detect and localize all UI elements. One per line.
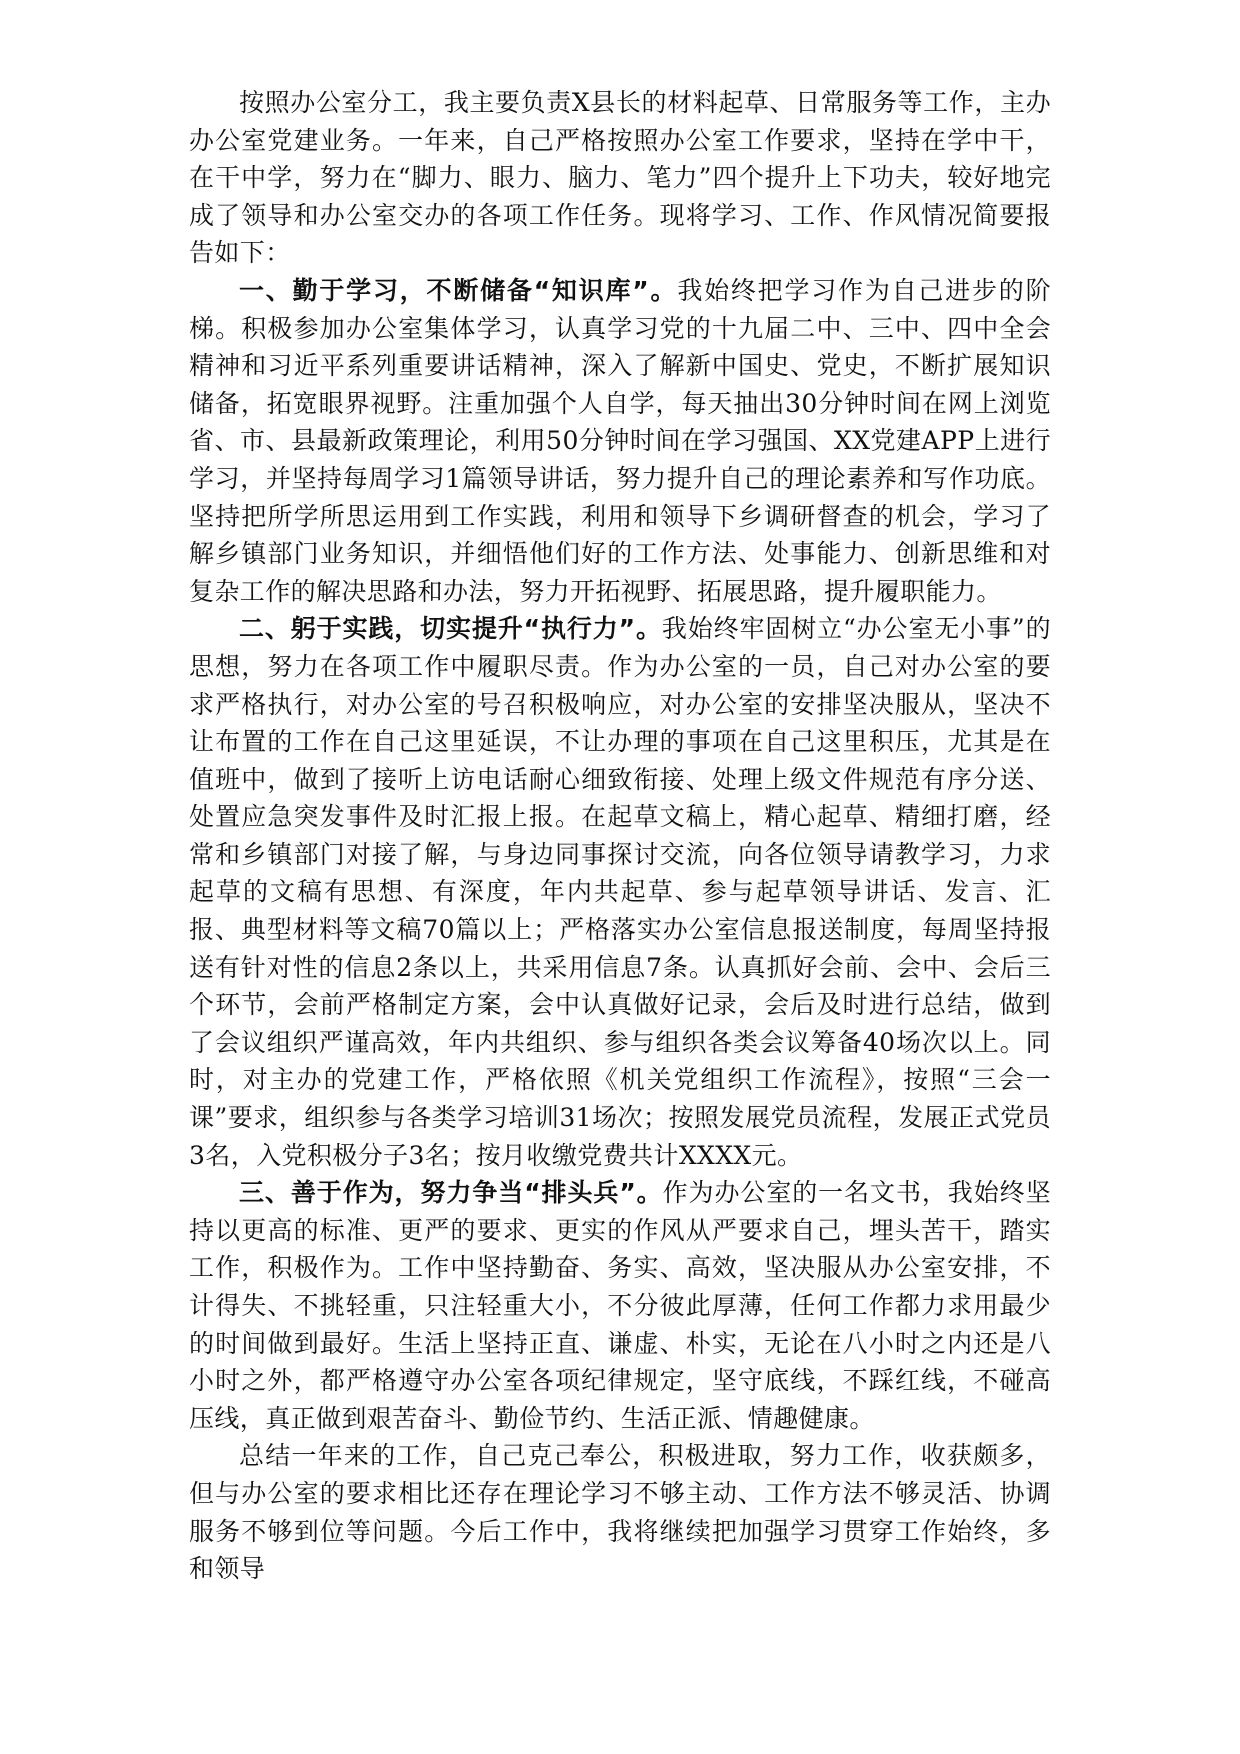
section-1-paragraph xyxy=(189,272,1051,610)
document-body xyxy=(189,84,1051,1588)
section-3-heading: 三、善于作为，努力争当“排头兵”。 xyxy=(239,1178,663,1208)
section-3-paragraph xyxy=(189,1174,1051,1437)
section-1-heading: 一、勤于学习，不断储备“知识库”。 xyxy=(239,275,678,305)
section-2-text: 我始终牢固树立“办公室无小事”的思想，努力在各项工作中履职尽责。作为办公室的一员，自己对办公室的要求严格执行，对办公室的号召积极响应，对办公室的安排坚决服从，坚决不让布置的工作在自己这里延误，不让办理的事项在自己这里积压，尤其是在值班中，做到了接听上访电话耐心细致衔接、处理上级文件规范有序分送、处置应急突发事件及时汇报上报。在起草文稿上，精心起草、精细打磨，经常和乡镇部门对接了解，与身边同事探讨交流，向各位领导请教学习，力求起草的文稿有思想、有深度，年内共起草、参与起草领导讲话、发言、汇报、典型材料等文稿70篇以上；严格落实办公室信息报送制度，每周坚持报送有针对性的信息2条以上，共采用信息7条。认真抓好会前、会中、会后三个环节，会前严格制定方案，会中认真做好记录，会后及时进行总结，做到了会议组织严谨高效，年内共组织、参与组织各类会议筹备40场次以上。同时，对主办的党建工作，严格依照《机关党组织工作流程》，按照“三会一课”要求，组织参与各类学习培训31场次；按照发展党员流程，发展正式党员3名，入党积极分子3名；按月收缴党费共计XXXX元。 xyxy=(189,614,1051,1170)
intro-paragraph xyxy=(189,84,1051,272)
summary-paragraph xyxy=(189,1437,1051,1587)
section-1-text: 我始终把学习作为自己进步的阶梯。积极参加办公室集体学习，认真学习党的十九届二中、三中、四中全会精神和习近平系列重要讲话精神，深入了解新中国史、党史，不断扩展知识储备，拓宽眼界视野。注重加强个人自学，每天抽出30分钟时间在网上浏览省、市、县最新政策理论，利用50分钟时间在学习强国、XX党建APP上进行学习，并坚持每周学习1篇领导讲话，努力提升自己的理论素养和写作功底。坚持把所学所思运用到工作实践，利用和领导下乡调研督查的机会，学习了解乡镇部门业务知识，并细悟他们好的工作方法、处事能力、创新思维和对复杂工作的解决思路和办法，努力开拓视野、拓展思路，提升履职能力。 xyxy=(189,275,1051,606)
intro-text: 按照办公室分工，我主要负责X县长的材料起草、日常服务等工作，主办办公室党建业务。一年来，自己严格按照办公室工作要求，坚持在学中干，在干中学，努力在“脚力、眼力、脑力、笔力”四个提升上下功夫，较好地完成了领导和办公室交办的各项工作任务。现将学习、工作、作风情况简要报告如下： xyxy=(189,88,1051,268)
section-2-heading: 二、躬于实践，切实提升“执行力”。 xyxy=(239,614,662,644)
section-2-paragraph xyxy=(189,610,1051,1174)
section-3-text: 作为办公室的一名文书，我始终坚持以更高的标准、更严的要求、更实的作风从严要求自己，埋头苦干，踏实工作，积极作为。工作中坚持勤奋、务实、高效，坚决服从办公室安排，不计得失、不挑轻重，只注轻重大小，不分彼此厚薄，任何工作都力求用最少的时间做到最好。生活上坚持正直、谦虚、朴实，无论在八小时之内还是八小时之外，都严格遵守办公室各项纪律规定，坚守底线，不踩红线，不碰高压线，真正做到艰苦奋斗、勤俭节约、生活正派、情趣健康。 xyxy=(189,1178,1051,1433)
summary-text: 总结一年来的工作，自己克己奉公，积极进取，努力工作，收获颇多，但与办公室的要求相比还存在理论学习不够主动、工作方法不够灵活、协调服务不够到位等问题。今后工作中，我将继续把加强学习贯穿工作始终，多和领导 xyxy=(189,1441,1051,1584)
